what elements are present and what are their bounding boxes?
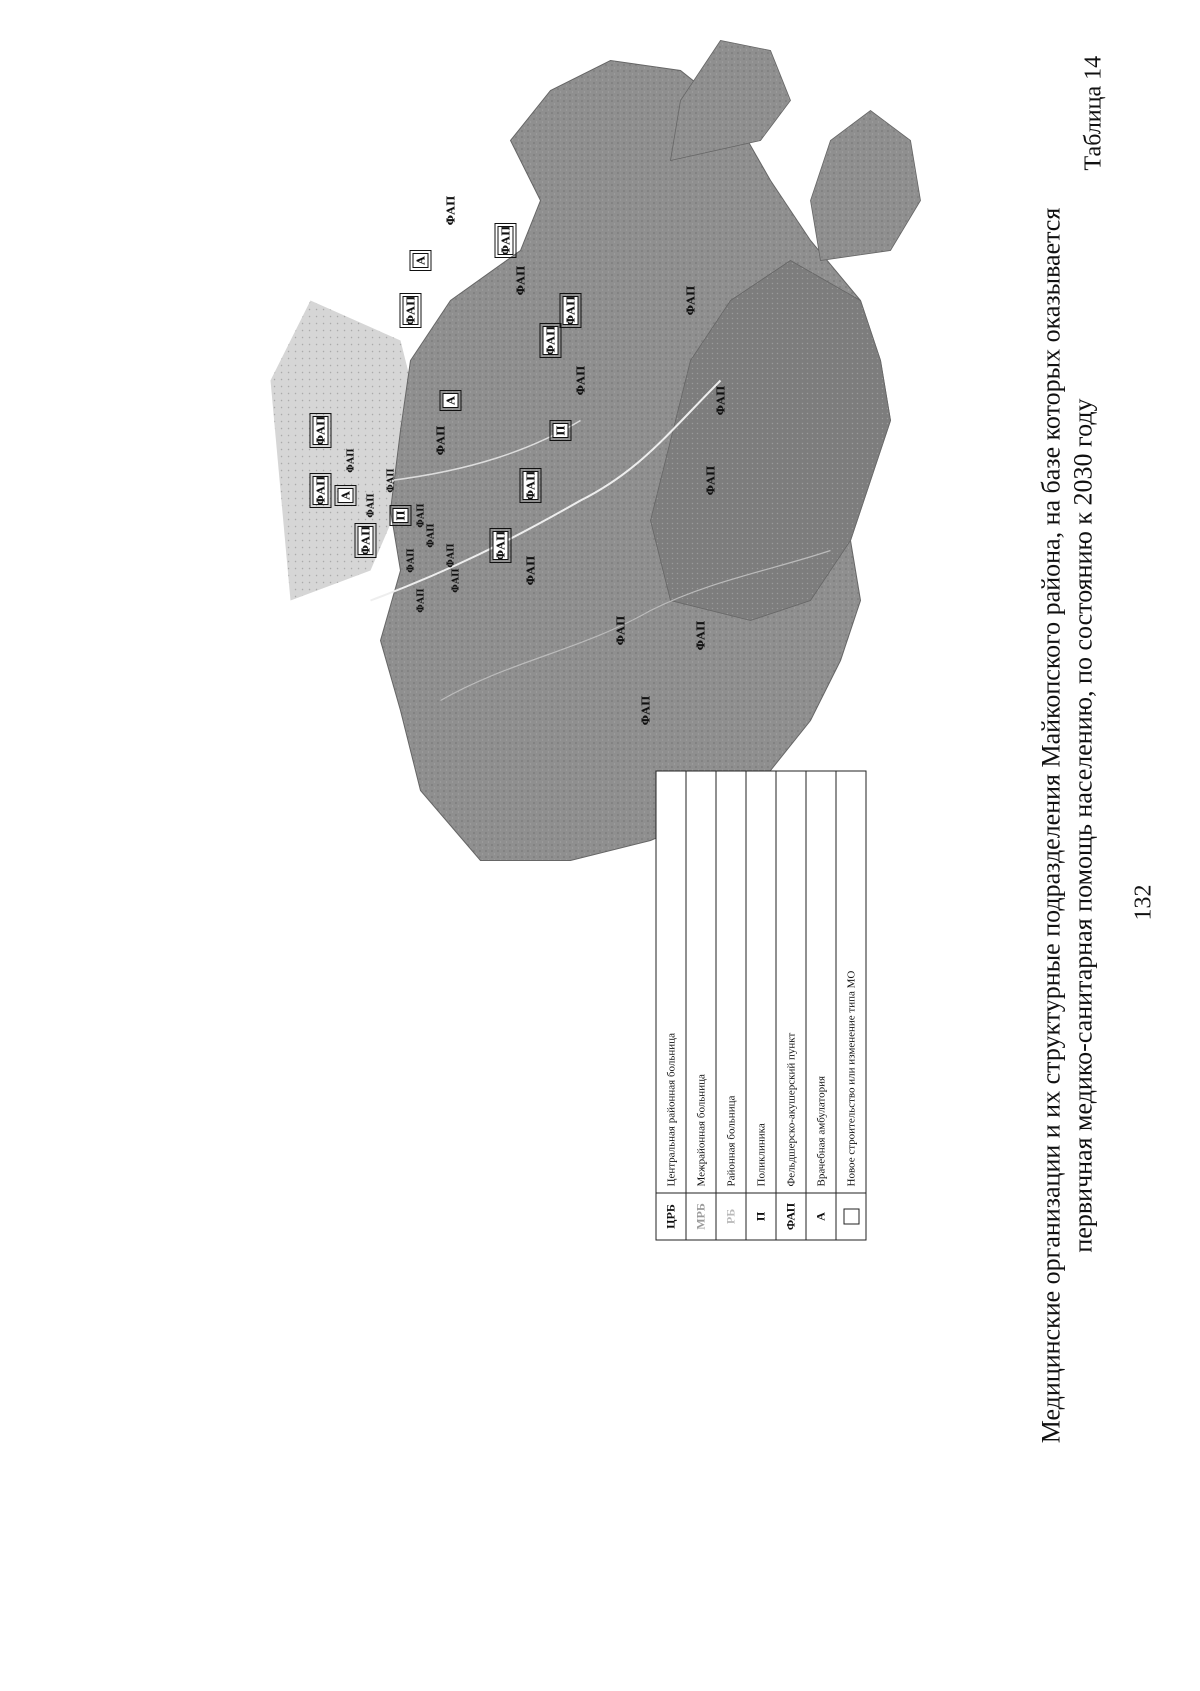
marker-label: ФАП [314,475,328,506]
map-marker-fap [638,696,653,726]
marker-label: ФАП [564,295,578,326]
marker-label: ФАП [404,295,418,326]
marker-label: ФАП [416,503,427,528]
marker-label: А [414,256,428,265]
map-marker-fap [560,294,581,328]
map-marker-fap [713,386,728,416]
map-marker-fap [523,556,538,586]
legend-symbol-new-construction [836,1193,866,1240]
rotated-landscape-page [1,0,1200,1691]
marker-label: ФАП [416,588,427,613]
marker-label: А [339,491,353,500]
map-marker-fap [613,616,628,646]
map-legend [656,771,867,1241]
map-marker-ambulatory [410,251,431,271]
marker-label: ФАП [451,568,462,593]
map-marker-fap [490,529,511,563]
map-marker-fap [310,474,331,508]
legend-symbol-polyclinic: П [746,1193,776,1240]
marker-label: ФАП [386,468,397,493]
map-marker-fap [400,294,421,328]
map-marker-fap [415,503,427,528]
map-region-east-1 [811,111,921,261]
map-marker-fap [513,266,528,296]
map-marker-fap [520,469,541,503]
page-number: 132 [1130,884,1157,921]
marker-label: ФАП [434,425,448,456]
marker-label: ФАП [314,415,328,446]
marker-label: ФАП [494,530,508,561]
marker-label: ФАП [514,265,528,296]
table-number: Таблица 14 [1080,55,1107,171]
map-marker-polyclinic [550,421,571,441]
map-marker-fap [355,524,376,558]
marker-label: ФАП [639,695,653,726]
square-icon [843,1209,859,1225]
legend-label-new-construction: Новое строительство или изменение типа МО [836,771,866,1193]
figure-caption [1036,176,1100,1476]
caption-line: первичная медико-санитарная помощь населению, по состоянию к 2030 году [1068,398,1098,1253]
marker-label: А [444,396,458,405]
map-marker-fap [443,196,458,226]
legend-symbol-crb: ЦРБ [656,1193,686,1240]
map-marker-fap [433,426,448,456]
legend-row [686,771,716,1240]
legend-symbol-mrb: МРБ [686,1193,716,1240]
legend-label-fap: Фельдшерско-акушерский пункт [776,771,806,1193]
map-marker-fap [415,588,427,613]
map-marker-fap [703,466,718,496]
legend-label-rb: Районная больница [716,771,746,1193]
map-marker-fap [693,621,708,651]
marker-label: ФАП [544,325,558,356]
map-marker-ambulatory [335,486,356,506]
legend-label-mrb: Межрайонная больница [686,771,716,1193]
marker-label: ФАП [499,225,513,256]
map-marker-fap [345,448,357,473]
marker-label: ФАП [366,493,377,518]
map-marker-fap [385,468,397,493]
map-marker-fap [310,414,331,448]
legend-label-ambulatory: Врачебная амбулатория [806,771,836,1193]
map-marker-fap [683,286,698,316]
marker-label: ФАП [684,285,698,316]
legend-label-polyclinic: Поликлиника [746,771,776,1193]
marker-label: ФАП [346,448,357,473]
marker-label: ФАП [714,385,728,416]
caption-line: Медицинские организации и их структурные подразделения Майкопского района, на базе которых оказывается [1036,207,1066,1444]
marker-label: ФАП [574,365,588,396]
legend-symbol-ambulatory: А [806,1193,836,1240]
marker-label: ФАП [406,548,417,573]
district-map [251,21,951,901]
marker-label: ФАП [704,465,718,496]
map-marker-fap [365,493,377,518]
legend-symbol-fap: ФАП [776,1193,806,1240]
legend-row [716,771,746,1240]
map-marker-fap [573,366,588,396]
map-marker-fap [450,568,462,593]
marker-label: ФАП [444,195,458,226]
map-marker-fap [445,543,457,568]
marker-label: ФАП [614,615,628,646]
map-marker-polyclinic [390,506,411,526]
marker-label: ФАП [524,555,538,586]
map-marker-ambulatory [440,391,461,411]
marker-label: ФАП [426,523,437,548]
map-marker-fap [425,523,437,548]
marker-label: П [554,425,568,436]
marker-label: П [394,510,408,521]
map-marker-fap [405,548,417,573]
map-region-east-2 [671,41,791,161]
legend-row [836,771,866,1240]
legend-label-crb: Центральная районная больница [656,771,686,1193]
district-map-graphic [251,21,951,901]
legend-row [746,771,776,1240]
marker-label: ФАП [524,470,538,501]
marker-label: ФАП [359,525,373,556]
legend-symbol-rb: РБ [716,1193,746,1240]
marker-label: ФАП [446,543,457,568]
map-marker-fap [495,224,516,258]
map-marker-fap [540,324,561,358]
legend-row [656,771,686,1240]
marker-label: ФАП [694,620,708,651]
legend-row [806,771,836,1240]
legend-row [776,771,806,1240]
